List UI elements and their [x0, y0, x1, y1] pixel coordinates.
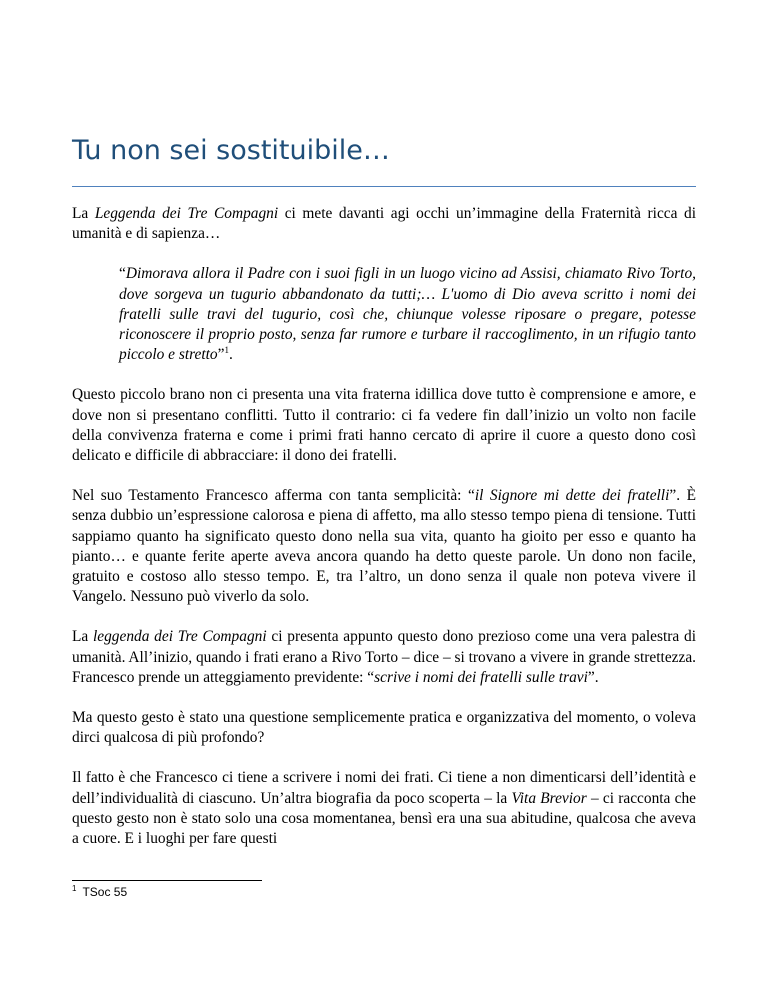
text-run: ci mete davanti agi occhi un’immagine della Fraternità ricca di umanità e di sapienza…	[72, 205, 696, 243]
footnote	[72, 885, 127, 899]
block-quote	[119, 264, 696, 365]
quote-end: .	[228, 346, 233, 364]
quote-text: Dimorava allora il Padre con i suoi figli in un luogo vicino ad Assisi, chiamato Rivo Torto, dove sorgeva un tugurio abbandonato da tutti;… L'uomo di Dio aveva scritto i nomi dei fratelli sulle travi del tugurio, così che, chiunque volesse riposare o pregare, potesse riconoscere il proprio posto, senza far rumore e turbare il raccoglimento, in un rifugio tanto piccolo e stretto	[119, 265, 696, 364]
italic-title: Leggenda dei Tre Compagni	[94, 205, 279, 222]
footnote-number: 1	[72, 884, 77, 893]
text-run: ”. È senza dubbio un’espressione calorosa e piena di affetto, ma allo stesso tempo piena di tensione. Tutti sappiamo quanto ha significato questo dono nella sua vita, quanto ha gioito per esso e quanto ha pianto… e quante ferite aperte aveva ancora quando ha detto queste parole. Un dono non facile, gratuito e costoso allo stesso tempo. E, tra l’altro, un dono senza il quale non poteva vivere il Vangelo. Nessuno può viverlo da solo.	[72, 487, 696, 606]
text-run: ci presenta appunto questo dono prezioso come una vera palestra di umanità. All’inizio, quando i frati erano a Rivo Torto – dice – si trovano a vivere in grande strettezza. Francesco prende un atteggiamento previdente: “	[72, 628, 696, 686]
title-underline	[72, 186, 696, 187]
text-run: ”.	[587, 668, 599, 686]
paragraph-3	[72, 486, 696, 607]
quote-open-mark: “	[119, 265, 126, 283]
italic-title: leggenda dei Tre Compagni	[93, 628, 267, 646]
paragraph-4	[72, 627, 696, 688]
footnote-text: TSoc 55	[82, 885, 128, 899]
footnote-separator	[72, 880, 262, 881]
footnote-ref[interactable]: 1	[224, 345, 229, 356]
page-title: Tu non sei sostituibile…	[72, 135, 390, 166]
text-run: La	[72, 205, 95, 222]
paragraph-6	[72, 768, 696, 849]
quote-close-mark: ”	[217, 346, 225, 364]
body-text	[72, 204, 696, 869]
paragraph-1	[72, 204, 696, 244]
italic-quote: il Signore mi dette dei fratelli	[474, 487, 670, 505]
paragraph-5: Ma questo gesto è stato una questione semplicemente pratica e organizzativa del momento, o voleva dirci qualcosa di più profondo?	[72, 709, 696, 747]
italic-quote: scrive i nomi dei fratelli sulle travi	[374, 668, 588, 686]
italic-title: Vita Brevior	[511, 789, 587, 807]
text-run: – ci racconta che questo gesto non è stato solo una cosa momentanea, bensì era una sua abitudine, qualcosa che aveva a cuore. E i luoghi per fare questi	[72, 789, 696, 848]
text-run: La	[72, 628, 93, 646]
paragraph-2: Questo piccolo brano non ci presenta una vita fraterna idillica dove tutto è comprensione e amore, e dove non si presentano conflitti. Tutto il contrario: ci fa vedere fin dall’inizio un volto non facile della convivenza fraterna e come i primi frati hanno cercato di aprire il cuore a questo dono così delicato e difficile di abbracciare: il dono dei fratelli.	[72, 386, 696, 465]
text-run: Il fatto è che Francesco ci tiene a scrivere i nomi dei frati. Ci tiene a non dimenticarsi dell’identità e dell’individualità di ciascuno. Un’altra biografia da poco scoperta – la	[72, 769, 696, 807]
text-run: Nel suo Testamento Francesco afferma con tanta semplicità: “	[72, 487, 475, 505]
